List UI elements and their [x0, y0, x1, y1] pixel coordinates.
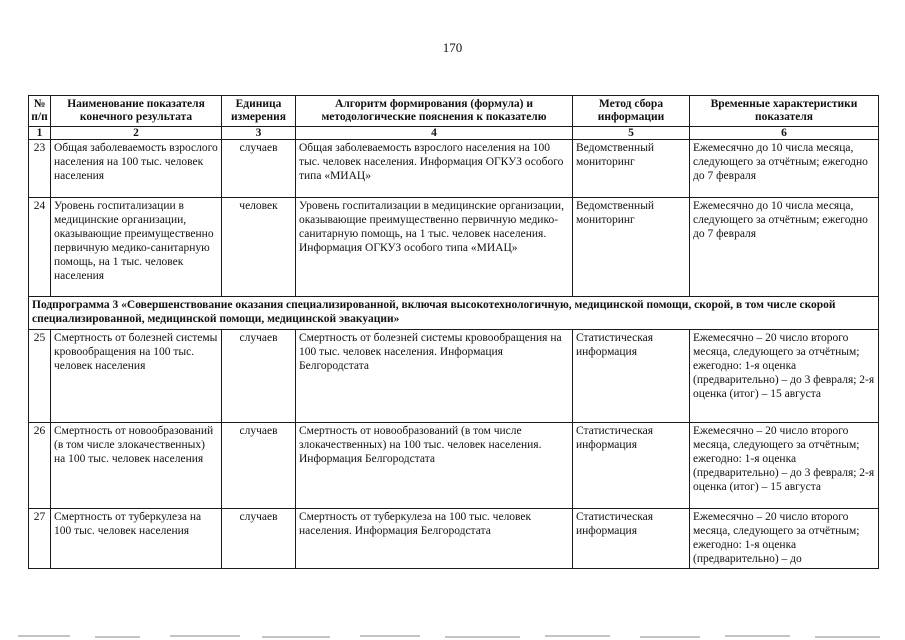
- collection-method: Статистическая информация: [573, 330, 690, 423]
- table-header-row: [29, 96, 879, 127]
- indicator-name: Уровень госпитализации в медицинские организации, оказывающие преимущественно первичную медико-санитарную помощь, на 1 тыс. человек населения: [51, 198, 222, 297]
- row-number: 27: [29, 509, 51, 569]
- indicator-name: Смертность от болезней системы кровообращения на 100 тыс. человек населения: [51, 330, 222, 423]
- time-characteristics: Ежемесячно – 20 число второго месяца, следующего за отчётным; ежегодно: 1-я оценка (предварительно) – до 3 февраля; 2-я оценка (итог) – 15 августа: [690, 330, 879, 423]
- header-cell-algorithm: Алгоритм формирования (формула) и методологические пояснения к показателю: [296, 96, 573, 127]
- indicators-table: [28, 95, 879, 569]
- collection-method: Ведомственный мониторинг: [573, 198, 690, 297]
- scan-artifact-strip: [0, 632, 905, 640]
- unit-of-measure: человек: [222, 198, 296, 297]
- column-number-cell: 1: [29, 127, 51, 140]
- row-number: 24: [29, 198, 51, 297]
- header-cell-method: Метод сбора информации: [573, 96, 690, 127]
- algorithm-description: Уровень госпитализации в медицинские организации, оказывающие преимущественно первичную медико-санитарную помощь, на 1 тыс. человек населения. Информация ОГКУЗ особого типа «МИАЦ»: [296, 198, 573, 297]
- table-row: [29, 140, 879, 198]
- indicator-name: Общая заболеваемость взрослого населения на 100 тыс. человек населения: [51, 140, 222, 198]
- collection-method: Статистическая информация: [573, 509, 690, 569]
- indicator-name: Смертность от новообразований (в том числе злокачественных) на 100 тыс. человек населения: [51, 423, 222, 509]
- indicator-name: Смертность от туберкулеза на 100 тыс. человек населения: [51, 509, 222, 569]
- column-number-cell: 3: [222, 127, 296, 140]
- time-characteristics: Ежемесячно – 20 число второго месяца, следующего за отчётным; ежегодно: 1-я оценка (предварительно) – до 3 февраля; 2-я оценка (итог) – 15 августа: [690, 423, 879, 509]
- subprogram-title: Подпрограмма 3 «Совершенствование оказания специализированной, включая высокотехнологичную, медицинской помощи, скорой, в том числе скорой специализированной, медицинской помощи, медицинской эвакуации»: [29, 297, 879, 330]
- unit-of-measure: случаев: [222, 423, 296, 509]
- collection-method: Ведомственный мониторинг: [573, 140, 690, 198]
- time-characteristics: Ежемесячно до 10 числа месяца, следующего за отчётным; ежегодно до 7 февраля: [690, 198, 879, 297]
- page-number: 170: [442, 40, 463, 55]
- column-number-row: [29, 127, 879, 140]
- algorithm-description: Общая заболеваемость взрослого населения на 100 тыс. человек населения. Информация ОГКУЗ особого типа «МИАЦ»: [296, 140, 573, 198]
- header-cell-number: № п/п: [29, 96, 51, 127]
- row-number: 25: [29, 330, 51, 423]
- algorithm-description: Смертность от туберкулеза на 100 тыс. человек населения. Информация Белгородстата: [296, 509, 573, 569]
- table-row: [29, 198, 879, 297]
- column-number-cell: 5: [573, 127, 690, 140]
- collection-method: Статистическая информация: [573, 423, 690, 509]
- table-row: [29, 423, 879, 509]
- column-number-cell: 4: [296, 127, 573, 140]
- table-row: [29, 509, 879, 569]
- time-characteristics: Ежемесячно до 10 числа месяца, следующего за отчётным; ежегодно до 7 февраля: [690, 140, 879, 198]
- column-number-cell: 2: [51, 127, 222, 140]
- header-cell-timing: Временные характеристики показателя: [690, 96, 879, 127]
- table-row: [29, 330, 879, 423]
- unit-of-measure: случаев: [222, 330, 296, 423]
- row-number: 23: [29, 140, 51, 198]
- section-header-row: [29, 297, 879, 330]
- unit-of-measure: случаев: [222, 509, 296, 569]
- algorithm-description: Смертность от новообразований (в том числе злокачественных) на 100 тыс. человек населения. Информация Белгородстата: [296, 423, 573, 509]
- header-cell-indicator-name: Наименование показателя конечного результата: [51, 96, 222, 127]
- time-characteristics: Ежемесячно – 20 число второго месяца, следующего за отчётным; ежегодно: 1-я оценка (предварительно) – до: [690, 509, 879, 569]
- column-number-cell: 6: [690, 127, 879, 140]
- unit-of-measure: случаев: [222, 140, 296, 198]
- row-number: 26: [29, 423, 51, 509]
- header-cell-unit: Единица измерения: [222, 96, 296, 127]
- algorithm-description: Смертность от болезней системы кровообращения на 100 тыс. человек населения. Информация Белгородстата: [296, 330, 573, 423]
